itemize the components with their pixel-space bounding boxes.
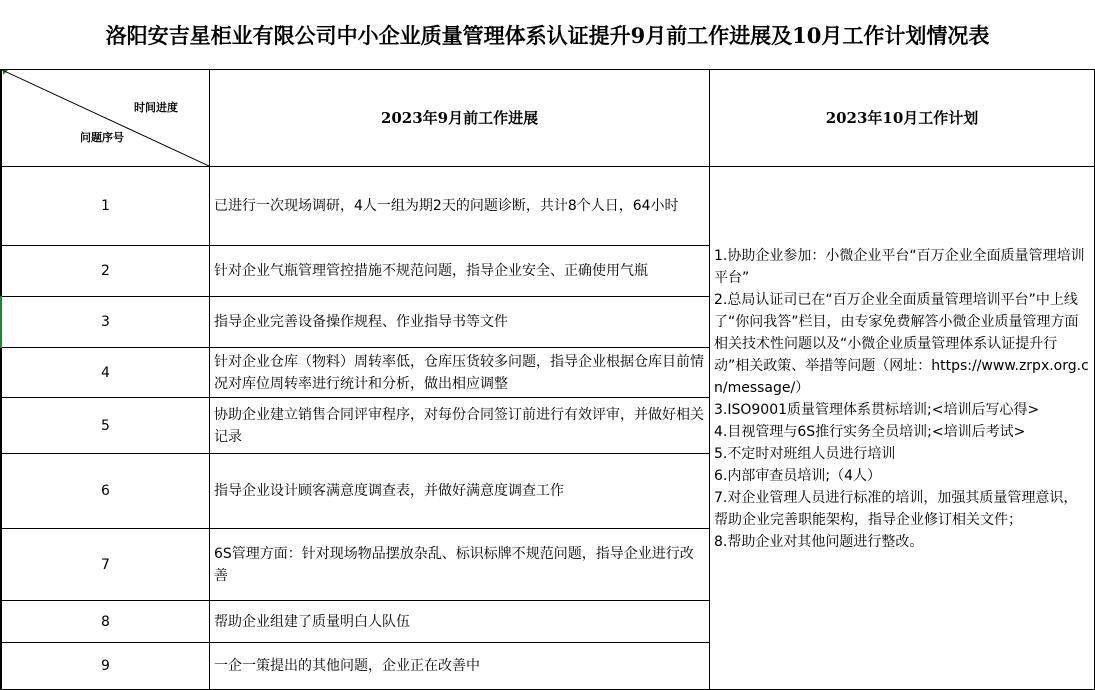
plan-column-header[interactable]: 2023年10月工作计划 <box>710 70 1095 167</box>
progress-cell-3[interactable]: 指导企业完善设备操作规程、作业指导书等文件 <box>210 297 710 348</box>
progress-column-header[interactable]: 2023年9月前工作进展 <box>210 70 710 167</box>
progress-cell-7[interactable]: 6S管理方面：针对现场物品摆放杂乱、标识标牌不规范问题，指导企业进行改善 <box>210 529 710 601</box>
progress-cell-6[interactable]: 指导企业设计顾客满意度调查表，并做好满意度调查工作 <box>210 454 710 529</box>
issue-number-label: 问题序号 <box>80 131 124 144</box>
diagonal-line <box>2 70 210 167</box>
row-number-8[interactable]: 8 <box>2 601 210 643</box>
time-progress-label: 时间进度 <box>134 101 178 114</box>
row-number-2[interactable]: 2 <box>2 246 210 297</box>
row-number-7[interactable]: 7 <box>2 529 210 601</box>
row-number-6[interactable]: 6 <box>2 454 210 529</box>
row-number-4[interactable]: 4 <box>2 348 210 398</box>
progress-cell-1[interactable]: 已进行一次现场调研，4人一组为期2天的问题诊断，共计8个人日，64小时 <box>210 167 710 246</box>
row-number-9[interactable]: 9 <box>2 643 210 690</box>
row-number-5[interactable]: 5 <box>2 398 210 454</box>
progress-cell-9[interactable]: 一企一策提出的其他问题，企业正在改善中 <box>210 643 710 690</box>
diagonal-header-cell[interactable] <box>2 70 210 167</box>
progress-cell-4[interactable]: 针对企业仓库（物料）周转率低，仓库压货较多问题，指导企业根据仓库目前情况对库位周转率进行统计和分析，做出相应调整 <box>210 348 710 398</box>
row-number-3[interactable]: 3 <box>2 297 210 348</box>
progress-cell-5[interactable]: 协助企业建立销售合同评审程序，对每份合同签订前进行有效评审，并做好相关记录 <box>210 398 710 454</box>
progress-cell-2[interactable]: 针对企业气瓶管理管控措施不规范问题，指导企业安全、正确使用气瓶 <box>210 246 710 297</box>
october-plan-text: 1.协助企业参加：小微企业平台“百万企业全面质量管理培训平台” 2.总局认证司已在“百万企业全面质量管理培训平台”中上线了“你问我答”栏目，由专家免费解答小微企业质量管理方面相关技术性问题以及“小微企业质量管理体系认证提升行动”相关政策、举措等问题（网址：https://www.zrpx.org.cn/message/） 3.ISO9001质量管理体系贯标培训;<培训后写心得> 4.目视管理与6S推行实务全员培训;<培训后考试> 5.不定时对班组人员进行培训 6.内部审查员培训;（4人） 7.对企业管理人员进行标准的培训，加强其质量管理意识，帮助企业完善职能架构，指导企业修订相关文件； 8.帮助企业对其他问题进行整改。 <box>714 248 1089 550</box>
october-plan-cell[interactable] <box>710 167 1095 690</box>
page-title: 洛阳安吉星柜业有限公司中小企业质量管理体系认证提升9月前工作进展及10月工作计划情况表 <box>0 0 1095 70</box>
row-number-1[interactable]: 1 <box>2 167 210 246</box>
progress-cell-8[interactable]: 帮助企业组建了质量明白人队伍 <box>210 601 710 643</box>
